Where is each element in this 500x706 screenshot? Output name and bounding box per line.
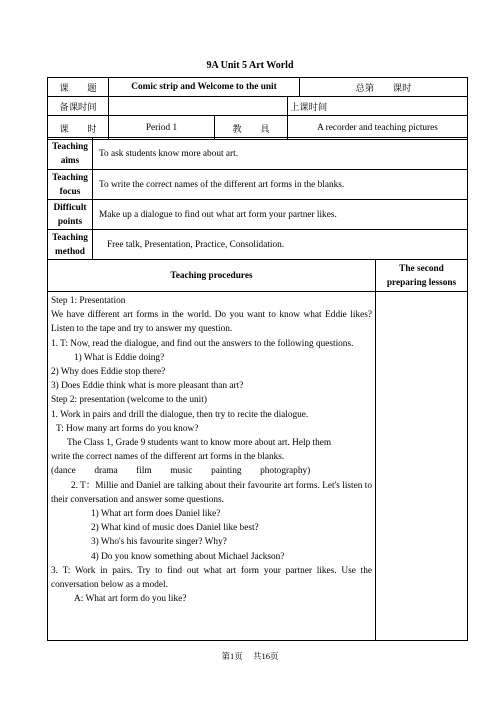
proc-line: write the correct names of the different art forms in the blanks. [51,452,285,463]
class-time-label: 上课时间 [288,97,468,116]
second-preparing-body [376,292,468,641]
period-value: Period 1 [109,116,215,140]
proc-line: 1) What art form does Daniel like? [91,509,221,520]
procedures-body [48,292,376,641]
document-title: 9A Unit 5 Art World [206,60,294,71]
proc-line: Step 1: Presentation [51,296,126,306]
proc-line: 2) Why does Eddie stop there? [51,367,166,378]
page-number: 第1页 [221,651,243,661]
proc-line: The Class 1, Grade 9 students want to know more about art. Help them [67,438,332,449]
focus-label: Teaching focus [48,170,93,200]
page-total: 共16页 [252,651,279,661]
total-lessons-label: 总第 课时 [300,78,468,97]
procedures-heading: Teaching procedures [48,260,376,292]
proc-line: Step 2: presentation (welcome to the unit) [51,395,207,406]
proc-line: We have different art forms in the world. Do you want to know what Eddie likes? Listen to the tape and try to answer my question. [51,310,372,335]
focus-text: To write the correct names of the different art forms in the blanks. [93,170,468,200]
period-label: 课 时 [48,116,109,140]
method-text: Free talk, Presentation, Practice, Consolidation. [93,230,468,260]
topic-value: Comic strip and Welcome to the unit [109,78,300,97]
proc-line: 2) What kind of music does Daniel like best? [91,523,259,534]
proc-line: 3) Who's his favourite singer? Why? [91,537,227,548]
proc-line: 3) Does Eddie think what is more pleasant than art? [51,381,244,392]
proc-line: 4) Do you know something about Michael Jackson? [91,551,285,562]
topic-label: 课 题 [48,78,109,97]
proc-line: T: How many art forms do you know? [56,423,199,434]
proc-line: 1. T: Now, read the dialogue, and find out the answers to the following questions. [51,338,354,349]
proc-line: A: What art form do you like? [74,594,187,605]
plan-table [47,137,468,641]
second-preparing-heading: The second preparing lessons [376,260,468,292]
proc-line: 3. T: Work in pairs. Try to find out what art form your partner likes. Use the conversation below as a model. [51,565,372,591]
difficult-label: Difficult points [48,200,93,230]
proc-line: 2. T：Millie and Daniel are talking about their favourite art forms. Let's listen to their conversation and answer some questions. [51,480,372,505]
difficult-text: Make up a dialogue to find out what art form your partner likes. [93,200,468,230]
tools-label: 教 具 [215,116,288,140]
aims-text: To ask students know more about art. [93,138,468,170]
proc-line: 1. Work in pairs and drill the dialogue, then try to recite the dialogue. [51,409,309,420]
aims-label: Teaching aims [48,138,93,170]
header-table [47,77,468,140]
proc-line: 1) What is Eddie doing? [74,352,165,363]
prep-time-label: 备课时间 [48,97,109,116]
page-footer [0,650,500,662]
method-label: Teaching method [48,230,93,260]
proc-line: (dance drama film music painting photography) [51,466,311,477]
prep-time-value [109,97,288,116]
tools-value: A recorder and teaching pictures [288,116,468,140]
